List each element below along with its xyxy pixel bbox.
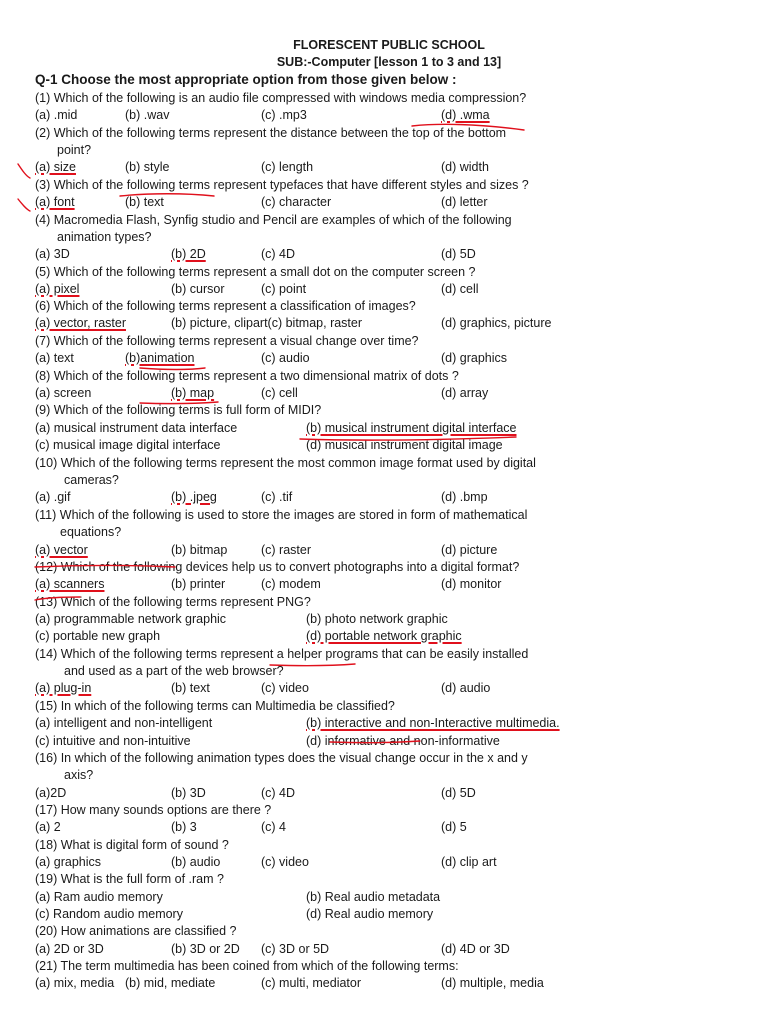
subject-line: SUB:-Computer [lesson 1 to 3 and 13] [276,55,502,69]
option-a-answer: (a) size [35,160,76,174]
option-c: (c) audio [261,351,310,365]
question-text: (8) Which of the following terms represent a two dimensional matrix of dots ? [35,369,459,383]
option-d: (d) 5D [441,247,476,261]
option-d: (d) width [441,160,489,174]
option-a: (a) .gif [35,490,71,504]
option-a: (a) graphics [35,855,101,869]
question-text: (17) How many sounds options are there ? [35,803,272,817]
option-a: (a) 3D [35,247,70,261]
option-b-answer: (b) map [171,386,215,400]
option-d: (d) musical instrument digital image [306,438,503,452]
question-text: (13) Which of the following terms represent PNG? [35,595,311,609]
question-text: (20) How animations are classified ? [35,924,237,938]
option-a: (a) 2D or 3D [35,942,104,956]
option-b: (b) Real audio metadata [306,890,441,904]
question-text-continued: animation types? [57,230,152,244]
option-d: (d) multiple, media [441,976,544,990]
option-c: (c) cell [261,386,298,400]
option-b: (b) audio [171,855,221,869]
option-d: (d) informative and non-informative [306,734,500,748]
option-c: (c) video [261,681,309,695]
option-d: (d) graphics [441,351,507,365]
question-text: (1) Which of the following is an audio file compressed with windows media compression? [35,91,527,105]
option-b-answer: (b) musical instrument digital interface [306,421,517,435]
option-b: (b) printer [171,577,226,591]
option-b: (b) .wav [125,108,170,122]
question-text: (4) Macromedia Flash, Synfig studio and Pencil are examples of which of the following [35,213,512,227]
option-a-answer: (a) scanners [35,577,105,591]
question-text: (6) Which of the following terms represent a classification of images? [35,299,416,313]
question-text-continued: cameras? [64,473,119,487]
option-a: (a) text [35,351,74,365]
option-b: (b) bitmap [171,543,228,557]
question-text: (10) Which of the following terms represent the most common image format used by digital [35,456,536,470]
option-a-answer: (a) plug-in [35,681,92,695]
question-instructions: Q-1 Choose the most appropriate option from those given below : [35,72,457,87]
option-c: (c) 3D or 5D [261,942,330,956]
option-a: (a) screen [35,386,92,400]
option-a: (a) intelligent and non-intelligent [35,716,213,730]
option-c: (c) .tif [261,490,293,504]
option-d: (d) 5D [441,786,476,800]
option-b: (b) mid, mediate [125,976,216,990]
question-text: (9) Which of the following terms is full form of MIDI? [35,403,322,417]
option-a-answer: (a) font [35,195,75,209]
option-b: (b) 3D or 2D [171,942,240,956]
option-b: (b) text [171,681,210,695]
option-d: (d) 5 [441,820,467,834]
option-c: (c) 4D [261,786,296,800]
option-d: (d) 4D or 3D [441,942,510,956]
option-d: (d) picture [441,543,498,557]
option-b: (b) 3D [171,786,206,800]
question-text: (14) Which of the following terms represent a helper programs that can be easily installed [35,647,529,661]
option-d: (d) audio [441,681,491,695]
question-text: (3) Which of the following terms represent typefaces that have different styles and sizes ? [35,178,529,192]
option-c: (c) portable new graph [35,629,161,643]
question-text: (7) Which of the following terms represent a visual change over time? [35,334,419,348]
option-b: (b) 3 [171,820,197,834]
option-a: (a)2D [35,786,67,800]
question-text: (5) Which of the following terms represent a small dot on the computer screen ? [35,265,476,279]
option-a: (a) programmable network graphic [35,612,227,626]
question-text-continued: and used as a part of the web browser? [64,664,284,678]
option-c: (c) video [261,855,309,869]
question-text: (18) What is digital form of sound ? [35,838,229,852]
option-c: (c) 4 [261,820,286,834]
option-a: (a) Ram audio memory [35,890,163,904]
option-a-answer: (a) vector, raster [35,316,126,330]
option-c: (c) intuitive and non-intuitive [35,734,191,748]
school-name: FLORESCENT PUBLIC SCHOOL [293,38,485,52]
option-d: (d) .bmp [441,490,488,504]
option-c: (c) length [261,160,314,174]
option-a: (a) musical instrument data interface [35,421,238,435]
option-c: (c) modem [261,577,321,591]
option-d: (d) array [441,386,489,400]
question-text: (2) Which of the following terms represent the distance between the top of the bottom [35,126,507,140]
option-d: (d) graphics, picture [441,316,552,330]
option-b-c: (b) picture, clipart(c) bitmap, raster [171,316,363,330]
option-d: (d) letter [441,195,488,209]
option-b: (b) text [125,195,164,209]
option-d: (d) Real audio memory [306,907,434,921]
option-c: (c) musical image digital interface [35,438,221,452]
question-text-continued: axis? [64,768,94,782]
option-c: (c) .mp3 [261,108,307,122]
option-a: (a) 2 [35,820,61,834]
option-b-answer: (b) 2D [171,247,206,261]
option-b: (b) style [125,160,170,174]
option-d: (d) monitor [441,577,502,591]
question-text: (19) What is the full form of .ram ? [35,872,224,886]
option-c: (c) multi, mediator [261,976,362,990]
question-text: (12) Which of the following devices help us to convert photographs into a digital format? [35,560,520,574]
question-text: (11) Which of the following is used to store the images are stored in form of mathematical [35,508,528,522]
question-text: (16) In which of the following animation types does the visual change occur in the x and y [35,751,528,765]
option-d-answer: (d) portable network graphic [306,629,462,643]
option-c: (c) character [261,195,332,209]
option-d: (d) cell [441,282,479,296]
option-b: (b) photo network graphic [306,612,448,626]
option-b-answer: (b) interactive and non-Interactive multimedia. [306,716,560,730]
option-b-answer: (b)animation [125,351,195,365]
option-c: (c) Random audio memory [35,907,183,921]
option-a: (a) .mid [35,108,78,122]
option-b-answer: (b) .jpeg [171,490,217,504]
option-a: (a) mix, media [35,976,115,990]
option-c: (c) 4D [261,247,296,261]
question-text: (21) The term multimedia has been coined from which of the following terms: [35,959,459,973]
question-text-continued: equations? [60,525,122,539]
question-text-continued: point? [57,143,92,157]
option-c: (c) raster [261,543,311,557]
option-c: (c) point [261,282,307,296]
option-d: (d) clip art [441,855,497,869]
option-b: (b) cursor [171,282,225,296]
option-a-answer: (a) vector [35,543,88,557]
option-a-answer: (a) pixel [35,282,80,296]
question-text: (15) In which of the following terms can Multimedia be classified? [35,699,395,713]
option-d-answer: (d) .wma [441,108,490,122]
